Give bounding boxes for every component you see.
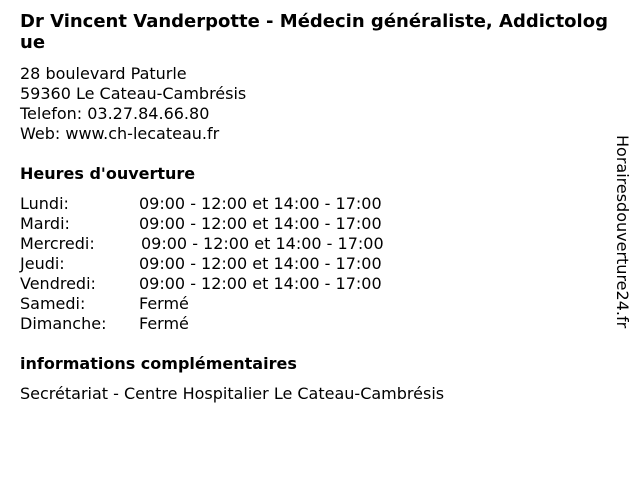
street-address: 28 boulevard Paturle (20, 64, 187, 83)
hours-time: 09:00 - 12:00 et 14:00 - 17:00 (139, 214, 382, 233)
info-text: Secrétariat - Centre Hospitalier Le Cateau-Cambrésis (20, 384, 445, 403)
hours-day: Mercredi: (20, 234, 95, 253)
hours-day: Lundi: (20, 194, 69, 213)
hours-time: 09:00 - 12:00 et 14:00 - 17:00 (139, 274, 382, 293)
city-address: 59360 Le Cateau-Cambrésis (20, 84, 247, 103)
page-title: Dr Vincent Vanderpotte - Médecin généraliste, Addictologue (20, 11, 608, 53)
hours-heading: Heures d'ouverture (20, 164, 196, 183)
hours-time: 09:00 - 12:00 et 14:00 - 17:00 (139, 194, 382, 213)
website: Web: www.ch-lecateau.fr (20, 124, 220, 143)
hours-day: Mardi: (20, 214, 70, 233)
hours-day: Vendredi: (20, 274, 96, 293)
phone-number: Telefon: 03.27.84.66.80 (20, 104, 210, 123)
hours-day: Dimanche: (20, 314, 107, 333)
address-block (20, 64, 246, 144)
hours-time: 09:00 - 12:00 et 14:00 - 17:00 (141, 234, 384, 253)
hours-time: Fermé (139, 294, 189, 313)
hours-time: Fermé (139, 314, 189, 333)
hours-day: Samedi: (20, 294, 86, 313)
site-watermark: Horairesdouverture24.fr (613, 135, 632, 329)
hours-day: Jeudi: (20, 254, 65, 273)
hours-time: 09:00 - 12:00 et 14:00 - 17:00 (139, 254, 382, 273)
info-heading: informations complémentaires (20, 354, 297, 373)
